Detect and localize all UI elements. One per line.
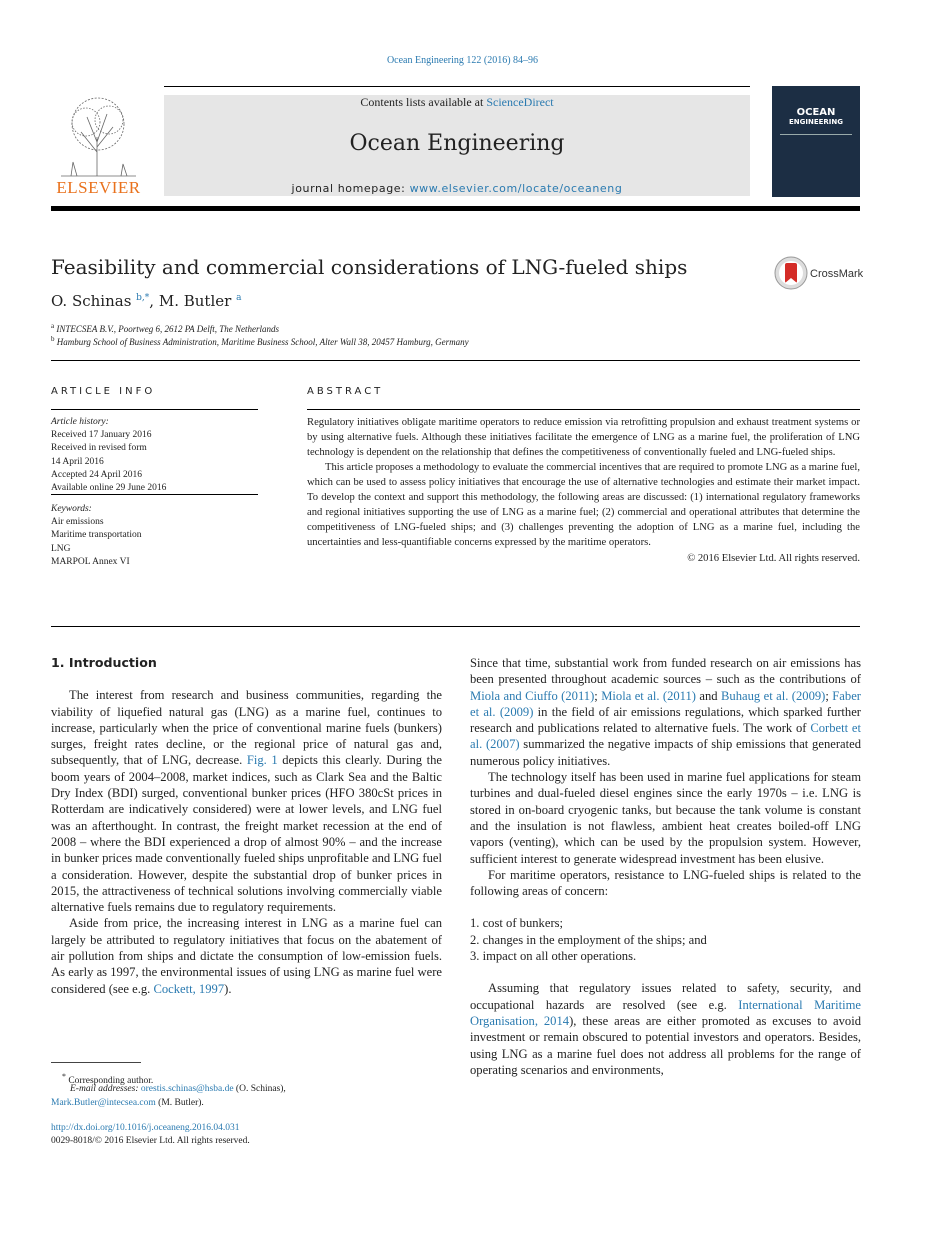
abstract-rule xyxy=(307,409,860,410)
journal-title: Ocean Engineering xyxy=(349,131,565,156)
email-line-2 xyxy=(51,1097,204,1110)
history-rule xyxy=(51,494,258,495)
abstract-paragraph-1: Regulatory initiatives obligate maritime operators to reduce emission via retrofitting propulsion and exhaust treatment systems or by using alternative fuels. Although these initiatives facilitate the emergence of LNG as a marine fuel, the proliferation of LNG technology is dependent on the relationship that defines the competitiveness of conventionally fueled and LNG-fueled ships. xyxy=(307,417,860,458)
body-left-column xyxy=(51,655,442,997)
corresponding-text: Corresponding author. xyxy=(65,1076,154,1087)
list-item: 1. cost of bunkers; xyxy=(470,916,564,931)
intro-p1-text-a: The interest from research and business communities, regarding the viability of liquefied natural gas (LNG) as a marine fuel, continues to increase, particularly when the price of conventional marine fuels (bunkers) surges, freight rates decline, or the regional price of natural gas and, subsequently, that of LNG, decrease. xyxy=(51,688,442,768)
article-title: Feasibility and commercial considerations of LNG-fueled ships xyxy=(51,255,688,279)
issn-line: 0029-8018/© 2016 Elsevier Ltd. All rights reserved. xyxy=(51,1136,250,1146)
corbett-2007-link[interactable]: Corbett et al. (2007) xyxy=(470,721,861,752)
cover-title-engineering: ENGINEERING xyxy=(788,118,843,126)
right-p1-sep: and xyxy=(696,688,722,703)
intro-paragraph-1 xyxy=(51,687,442,915)
history-item: Received 17 January 2016 xyxy=(51,430,152,441)
right-paragraph-1 xyxy=(470,655,861,769)
article-info-rule xyxy=(51,409,258,410)
cockett-1997-link[interactable]: Cockett, 1997 xyxy=(153,981,225,996)
history-item: Received in revised form xyxy=(51,443,147,454)
cover-title-ocean: OCEAN xyxy=(796,107,836,118)
corresponding-mark: * xyxy=(62,1072,66,1081)
right-p4-text-a: Assuming that regulatory issues related to safety, security, and occupational hazards are resolved (see e.g. xyxy=(470,981,861,1012)
list-item: 2. changes in the employment of the ships; and xyxy=(470,932,707,947)
miola-ciuffo-2011-link[interactable]: Miola and Ciuffo (2011) xyxy=(470,688,595,703)
affiliation-rule xyxy=(51,360,860,361)
keyword-item: Air emissions xyxy=(51,517,104,528)
affiliation-b xyxy=(51,335,469,347)
intro-p1-text-b: depicts this clearly. During the boom years of 2004–2008, market indices, such as Clark Sea and the Baltic Dry Index (BDI) surged, conventional bunker prices (HFO 380cSt prices in Rotterdam are indicatively considered) were at lower levels, and LNG fuel was an afterthought. In contrast, the freight market recession at the end of 2008 – where the BDI experienced a drop of almost 90% – and the increase in bunker prices made conventionally fueled ships unprofitable and LNG fuel a consideration. However, despite the substantial drop of bunker prices in 2015, the attractiveness of technical solutions involving commercially viable alternative fuels remains due to regulatory requirements. xyxy=(51,753,442,915)
abstract-paragraph-2: This article proposes a methodology to evaluate the commercial incentives that are required to promote LNG as a marine fuel, which can be used to assess policy initiatives that encourage the use of alternative technologies and estimate their market impact. To develop the context and support this methodology, the following areas are discussed: (1) international regulatory frameworks and regional initiatives supporting the use of LNG as a marine fuel; (2) commercial and operational attributes that determine the competitiveness of LNG-fueled ships; and (3) challenges preventing the adoption of LNG as a marine fuel, including the uncertainties and less-quantifiable concerns expressed by the maritime operators. xyxy=(307,462,860,548)
keyword-item: Maritime transportation xyxy=(51,530,142,541)
header-thick-rule xyxy=(51,206,860,211)
body-right-column xyxy=(470,655,861,1078)
journal-cover-thumbnail[interactable] xyxy=(772,86,860,197)
keywords-label: Keywords: xyxy=(51,504,92,514)
article-info-heading: ARTICLE INFO xyxy=(51,386,156,397)
abstract-copyright: © 2016 Elsevier Ltd. All rights reserved. xyxy=(687,553,860,564)
intro-p2-text-a: Aside from price, the increasing interest in LNG as a marine fuel can largely be attributed to regulatory initiatives that focus on the abatement of air pollution from ships and dictate the consumption of low-emission fuels. As early as 1997, the environmental issues of using LNG as marine fuel were considered (see e.g. xyxy=(51,916,442,996)
sciencedirect-link[interactable]: ScienceDirect xyxy=(486,95,554,109)
faber-2009-link[interactable]: Faber et al. (2009) xyxy=(470,688,861,719)
email-line-1 xyxy=(70,1083,286,1096)
right-paragraph-4 xyxy=(470,980,861,1078)
doi-text[interactable]: http://dx.doi.org/10.1016/j.oceaneng.2016.04.031 xyxy=(51,1123,240,1133)
article-history xyxy=(51,416,166,495)
abstract-bottom-rule xyxy=(51,626,860,627)
elsevier-wordmark: ELSEVIER xyxy=(56,178,141,197)
right-p1-text: summarized the negative impacts of ship emissions that generated numerous policy initiatives. xyxy=(470,737,861,768)
author-butler: , M. Butler xyxy=(149,292,232,310)
homepage-link[interactable]: www.elsevier.com/locate/oceaneng xyxy=(409,182,623,195)
right-p1-sep: ; xyxy=(594,688,602,703)
buhaug-2009-link[interactable]: Buhaug et al. (2009) xyxy=(721,688,826,703)
right-paragraph-3: For maritime operators, resistance to LNG-fueled ships is related to the following areas of concern: xyxy=(470,867,861,899)
header-top-rule xyxy=(164,86,750,87)
intro-p2-text-b: ). xyxy=(224,981,232,996)
right-paragraph-2: The technology itself has been used in marine fuel applications for steam turbines and dual-fueled diesel engines since the early 1970s – i.e. LNG is stored in on-board cryogenic tanks, but because the tank volume is constant and the insulation is not flawless, ambient heat creates boiled-off LNG vapors (venting), which can be used by the propulsion system. However, sufficient interest to generate widespread investment has been elusive. xyxy=(470,770,861,866)
affiliation-a-mark: a xyxy=(51,322,55,330)
intro-paragraph-2 xyxy=(51,915,442,996)
email-butler-name: (M. Butler). xyxy=(155,1098,204,1108)
author-schinas: O. Schinas xyxy=(51,292,132,310)
right-p1-text: Since that time, substantial work from funded research on air emissions has been presented throughout academic sources – such as the contributions of xyxy=(470,656,861,687)
history-item: 14 April 2016 xyxy=(51,456,104,467)
email-schinas-link[interactable]: orestis.schinas@hsba.de xyxy=(140,1084,234,1094)
right-p4-text-b: ), these areas are either promoted as excuses to avoid investment or remain obscured to potential investors and operators. Besides, using LNG as a marine fuel does not address all problems for the range of operating scenarios and environments, xyxy=(470,1013,862,1077)
right-p1-text: in the field of air emissions regulations, which sparked further research and publications related to alternative fuels. The work of xyxy=(470,704,861,736)
contents-line xyxy=(164,95,750,110)
fig1-link[interactable]: Fig. 1 xyxy=(246,753,278,768)
imo-2014-link[interactable]: International Maritime Organisation, 2014 xyxy=(470,997,861,1028)
list-item: 3. impact on all other operations. xyxy=(470,949,637,964)
concerns-list xyxy=(470,915,861,964)
footnote-rule xyxy=(51,1062,141,1063)
affiliation-b-mark: b xyxy=(51,335,55,343)
email-butler-link[interactable]: Mark.Butler@intecsea.com xyxy=(51,1098,156,1108)
email-schinas-name: (O. Schinas), xyxy=(233,1084,286,1094)
history-item: Accepted 24 April 2016 xyxy=(51,469,143,480)
crossmark-icon[interactable] xyxy=(774,256,808,294)
affiliation-b-text: Hamburg School of Business Administration, Maritime Business School, Alter Wall 38, 20457 Hamburg, Germany xyxy=(56,337,469,347)
author-schinas-sup[interactable]: b,* xyxy=(136,293,150,303)
crossmark-label[interactable]: CrossMark xyxy=(810,268,864,280)
doi-link[interactable] xyxy=(51,1122,240,1135)
abstract-body xyxy=(307,415,860,566)
email-label: E-mail addresses: xyxy=(70,1084,141,1094)
cover-divider xyxy=(780,134,852,135)
author-butler-sup[interactable]: a xyxy=(236,293,242,303)
miola-2011-link[interactable]: Miola et al. (2011) xyxy=(601,688,696,703)
history-item: Available online 29 June 2016 xyxy=(51,483,167,494)
history-label: Article history: xyxy=(51,417,109,427)
affiliation-a-text: INTECSEA B.V., Poortweg 6, 2612 PA Delft, The Netherlands xyxy=(56,324,279,334)
journal-reference[interactable]: Ocean Engineering 122 (2016) 84–96 xyxy=(386,55,539,66)
section-heading-introduction: 1. Introduction xyxy=(51,655,157,670)
keywords-block xyxy=(51,503,142,569)
homepage-prefix: journal homepage: xyxy=(291,182,410,195)
right-p1-sep: ; xyxy=(825,688,833,703)
contents-prefix: Contents lists available at xyxy=(360,95,487,109)
affiliation-a xyxy=(51,322,279,334)
keyword-item: MARPOL Annex VI xyxy=(51,556,130,567)
abstract-heading: ABSTRACT xyxy=(307,386,384,397)
journal-homepage xyxy=(164,182,750,195)
keyword-item: LNG xyxy=(51,543,71,554)
author-list xyxy=(51,292,241,310)
